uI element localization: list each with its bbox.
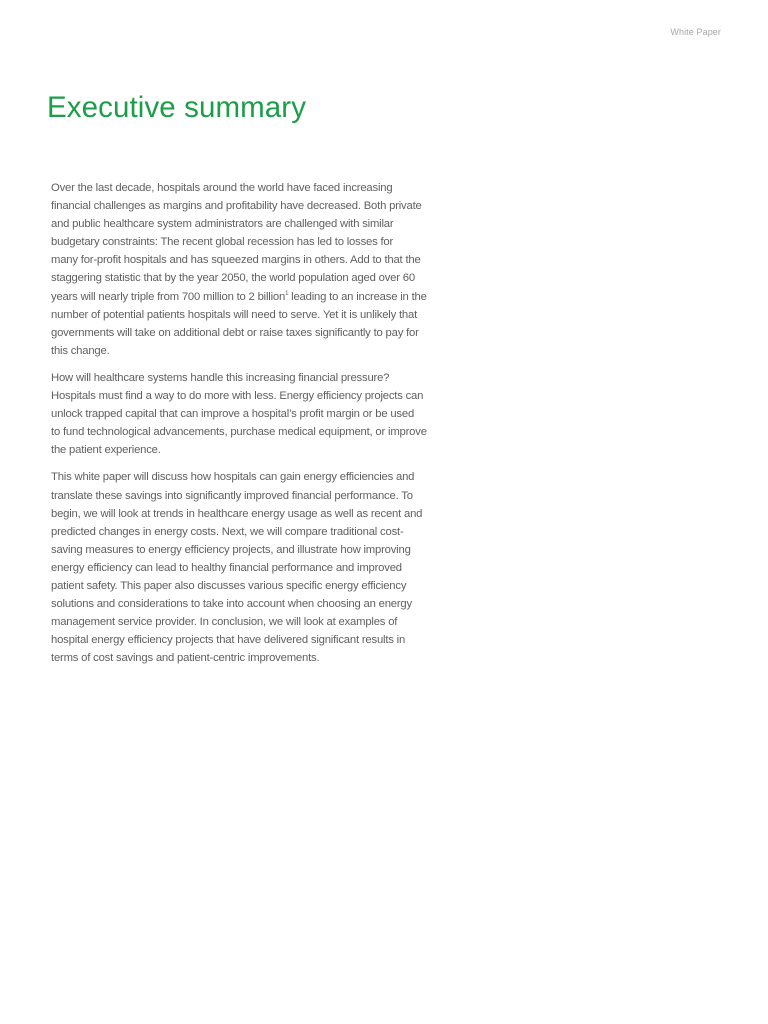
footnote-reference: 1: [285, 290, 289, 297]
paragraph-line: energy efficiency can lead to healthy financial performance and improved: [51, 561, 402, 574]
paragraph-line: begin, we will look at trends in healthcare energy usage as well as recent and: [51, 507, 423, 520]
paragraph-line: staggering statistic that by the year 2050, the world population aged over 60: [51, 272, 415, 285]
paragraph-line: solutions and considerations to take into account when choosing an energy: [51, 598, 412, 611]
paragraph-line: [51, 288, 453, 306]
paragraph-line: the patient experience.: [51, 444, 161, 457]
paragraph-2: [51, 369, 453, 459]
paragraph-line: management service provider. In conclusion, we will look at examples of: [51, 616, 398, 629]
paragraph-line: predicted changes in energy costs. Next, we will compare traditional cost-: [51, 525, 404, 538]
paragraph-line: governments will take on additional debt or raise taxes significantly to pay for: [51, 326, 419, 339]
paragraph-line: translate these savings into significantly improved financial performance. To: [51, 489, 413, 502]
paragraph-line: patient safety. This paper also discusses various specific energy efficiency: [51, 579, 407, 592]
paragraph-line: terms of cost savings and patient-centric improvements.: [51, 652, 320, 665]
paragraph-line: saving measures to energy efficiency projects, and illustrate how improving: [51, 543, 411, 556]
paragraph-line: How will healthcare systems handle this increasing financial pressure?: [51, 371, 390, 384]
paragraph-line: this change.: [51, 344, 110, 357]
paragraph-line: to fund technological advancements, purchase medical equipment, or improve: [51, 426, 427, 439]
paragraph-line: unlock trapped capital that can improve a hospital’s profit margin or be used: [51, 408, 415, 421]
paragraph-line: and public healthcare system administrators are challenged with similar: [51, 218, 394, 231]
body-text: [51, 179, 453, 676]
paragraph-line: Hospitals must find a way to do more with less. Energy efficiency projects can: [51, 390, 424, 403]
paragraph-line: financial challenges as margins and profitability have decreased. Both private: [51, 200, 422, 213]
paragraph-line: budgetary constraints: The recent global recession has led to losses for: [51, 236, 394, 249]
page-title: Executive summary: [47, 91, 307, 124]
paragraph-line: number of potential patients hospitals will need to serve. Yet it is unlikely that: [51, 308, 418, 321]
paragraph-3: [51, 468, 453, 667]
paragraph-line-text: years will nearly triple from 700 million to 2 billion: [51, 290, 286, 303]
paragraph-line-text: leading to an increase in the: [288, 290, 427, 303]
paragraph-line: hospital energy efficiency projects that have delivered significant results in: [51, 634, 406, 647]
paragraph-1: [51, 179, 453, 360]
paragraph-line: Over the last decade, hospitals around the world have faced increasing: [51, 182, 393, 194]
paragraph-line: many for-profit hospitals and has squeezed margins in others. Add to that the: [51, 254, 421, 267]
paragraph-line: This white paper will discuss how hospitals can gain energy efficiencies and: [51, 471, 415, 484]
document-type-label: White Paper: [670, 27, 721, 37]
